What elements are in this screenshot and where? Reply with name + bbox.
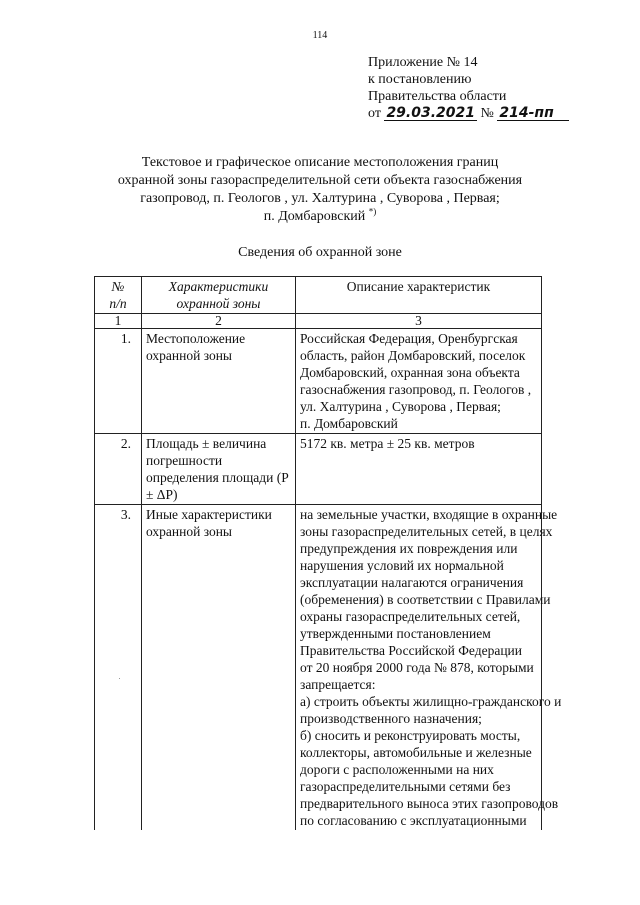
column-number-row	[95, 314, 542, 329]
description-line: эксплуатации налагаются ограничения	[300, 575, 524, 590]
row-characteristic: Иные характеристики охранной зоны	[142, 505, 296, 831]
title-line-4-wrap	[60, 208, 580, 226]
description-line: предварительного выноса этих газопроводов	[300, 796, 559, 811]
header-num	[95, 277, 142, 314]
appendix-ref: к постановлению	[368, 72, 472, 87]
description-line: на земельные участки, входящие в охранные	[300, 507, 558, 522]
title-line-4: п. Домбаровский	[263, 209, 366, 224]
appendix-date-line	[368, 105, 569, 122]
description-line: зоны газораспределительных сетей, в целях	[300, 524, 553, 539]
description-line: п. Домбаровский	[300, 416, 398, 431]
description-line: коллекторы, автомобильные и железные	[300, 745, 532, 760]
description-line: 5172 кв. метра ± 25 кв. метров	[300, 436, 475, 451]
appendix-authority: Правительства области	[368, 89, 507, 104]
handwritten-number: 214-пп	[497, 106, 569, 121]
description-line: охраны газораспределительных сетей,	[300, 609, 521, 624]
description-line: предупреждения их повреждения или	[300, 541, 518, 556]
description-line: от 20 ноября 2000 года № 878, которыми	[300, 660, 534, 675]
description-line: Правительства Российской Федерации	[300, 643, 522, 658]
description-line: по согласованию с эксплуатационными	[300, 813, 527, 828]
description-line: б) сносить и реконструировать мосты,	[300, 728, 521, 743]
scan-artifact	[119, 678, 120, 679]
header-characteristic	[142, 277, 296, 314]
document-title	[60, 154, 580, 226]
zone-info-table	[94, 276, 562, 830]
handwritten-date: 29.03.2021	[386, 105, 476, 121]
description-line: запрещается:	[300, 677, 376, 692]
column-number-1: 1	[95, 314, 142, 329]
title-line-2: охранной зоны газораспределительной сети объекта газоснабжения	[117, 173, 523, 188]
page-number: 114	[312, 30, 328, 41]
row-number: 1.	[95, 329, 142, 434]
footnote-mark: *)	[368, 206, 377, 217]
row-description	[296, 329, 542, 434]
description-line: газораспределительными сетями без	[300, 779, 511, 794]
row-number: 2.	[95, 434, 142, 505]
appendix-block	[368, 54, 569, 122]
title-line-1: Текстовое и графическое описание местоположения границ	[141, 155, 499, 170]
header-description	[296, 277, 542, 314]
row-characteristic: Площадь ± величина погрешности определения площади (P ± ΔP)	[142, 434, 296, 505]
from-label: от	[368, 106, 381, 121]
column-number-2: 2	[142, 314, 296, 329]
row-description	[296, 434, 542, 505]
number-label: №	[480, 106, 494, 121]
header-description-line: Описание характеристик	[346, 279, 491, 294]
header-num-line: №	[111, 279, 125, 294]
description-line: дороги с расположенными на них	[300, 762, 494, 777]
description-line: нарушения условий их нормальной	[300, 558, 504, 573]
row-characteristic: Местоположение охранной зоны	[142, 329, 296, 434]
description-line: область, район Домбаровский, поселок	[300, 348, 526, 363]
column-number-3: 3	[296, 314, 542, 329]
section-heading: Сведения об охранной зоне	[238, 245, 402, 260]
appendix-title: Приложение № 14	[368, 55, 478, 70]
description-line: газоснабжения газопровод, п. Геологов ,	[300, 382, 532, 397]
description-line: Домбаровский, охранная зона объекта	[300, 365, 520, 380]
title-line-3: газопровод, п. Геологов , ул. Халтурина , Суворова , Первая;	[140, 191, 500, 206]
description-line: а) строить объекты жилищно-гражданского и	[300, 694, 562, 709]
description-line: утвержденными постановлением	[300, 626, 491, 641]
header-num-line: п/п	[109, 296, 127, 311]
description-line: (обременения) в соответствии с Правилами	[300, 592, 551, 607]
header-characteristic-line: охранной зоны	[176, 296, 261, 311]
description-line: Российская Федерация, Оренбургская	[300, 331, 518, 346]
row-description	[296, 505, 562, 831]
table-row	[95, 505, 542, 831]
table-header-row	[95, 277, 542, 314]
table-row	[95, 434, 542, 505]
description-line: ул. Халтурина , Суворова , Первая;	[300, 399, 501, 414]
header-characteristic-line: Характеристики	[168, 279, 269, 294]
row-number: 3.	[95, 505, 142, 831]
table-row	[95, 329, 542, 434]
description-line: производственного назначения;	[300, 711, 482, 726]
